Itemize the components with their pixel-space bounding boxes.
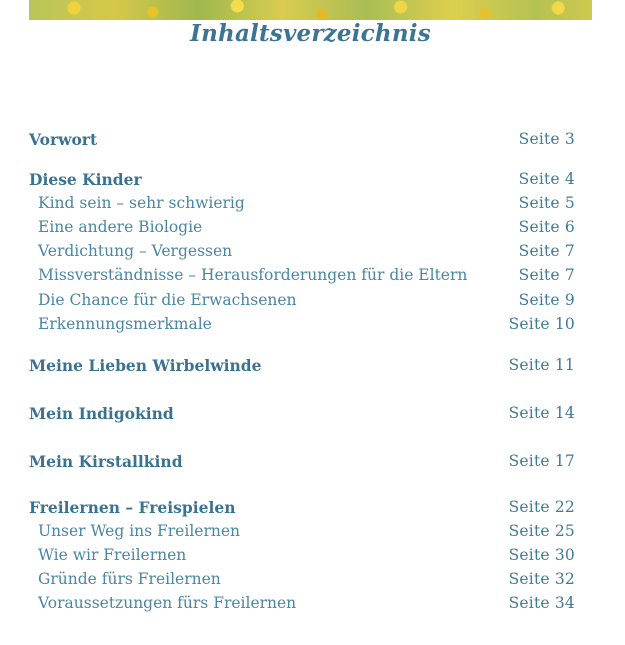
toc-entry-page: Seite 17: [508, 452, 575, 470]
toc-entry-freilernen[interactable]: [29, 496, 575, 518]
toc-entry-page: Seite 11: [508, 356, 575, 374]
toc-entry-label: Mein Kirstallkind: [29, 451, 183, 471]
toc-entry-page: Seite 22: [508, 498, 575, 516]
toc-entry-page: Seite 3: [518, 130, 575, 148]
toc-entry-page: Seite 6: [518, 218, 575, 236]
toc-entry-unser-weg[interactable]: [29, 520, 575, 542]
toc-entry-page: Seite 32: [508, 570, 575, 588]
toc-entry-label: Unser Weg ins Freilernen: [38, 522, 240, 540]
toc-entry-label: Erkennungsmerkmale: [38, 315, 212, 333]
toc-entry-label: Wie wir Freilernen: [38, 546, 187, 564]
toc-entry-gruende[interactable]: [29, 568, 575, 590]
toc-entry-page: Seite 34: [508, 594, 575, 612]
toc-entry-label: Mein Indigokind: [29, 403, 174, 423]
toc-entry-label: Kind sein – sehr schwierig: [38, 194, 245, 212]
toc-entry-kirstallkind[interactable]: [29, 450, 575, 472]
toc-entry-page: Seite 4: [518, 170, 575, 188]
toc-entry-label: Freilernen – Freispielen: [29, 497, 236, 517]
header-banner-image: [29, 0, 592, 20]
toc-entry-label: Die Chance für die Erwachsenen: [38, 291, 297, 309]
toc-entry-page: Seite 10: [508, 315, 575, 333]
toc-entry-erkennungsmerkmale[interactable]: [29, 313, 575, 335]
toc-entry-chance-erwachsene[interactable]: [29, 289, 575, 311]
toc-entry-label: Vorwort: [29, 129, 98, 149]
toc-entry-vorwort[interactable]: [29, 128, 575, 150]
toc-entry-verdichtung[interactable]: [29, 240, 575, 262]
toc-entry-page: Seite 25: [508, 522, 575, 540]
toc-entry-label: Eine andere Biologie: [38, 218, 203, 236]
toc-entry-label: Gründe fürs Freilernen: [38, 570, 221, 588]
toc-entry-page: Seite 9: [518, 291, 575, 309]
toc-entry-label: Missverständnisse – Herausforderungen für die Eltern: [38, 266, 468, 284]
toc-entry-wie-wir[interactable]: [29, 544, 575, 566]
toc-entry-page: Seite 5: [518, 194, 575, 212]
toc-entry-indigokind[interactable]: [29, 402, 575, 424]
toc-entry-missverstaendnisse[interactable]: [29, 264, 575, 286]
toc-entry-andere-biologie[interactable]: [29, 216, 575, 238]
toc-entry-voraussetzungen[interactable]: [29, 592, 575, 614]
page-title: Inhaltsverzeichnis: [190, 20, 431, 47]
toc-entry-label: Diese Kinder: [29, 169, 142, 189]
toc-entry-page: Seite 30: [508, 546, 575, 564]
toc-entry-label: Verdichtung – Vergessen: [38, 242, 233, 260]
toc-entry-kind-sein[interactable]: [29, 192, 575, 214]
toc-entry-diese-kinder[interactable]: [29, 168, 575, 190]
toc-entry-page: Seite 7: [518, 242, 575, 260]
toc-entry-label: Voraussetzungen fürs Freilernen: [38, 594, 297, 612]
toc-entry-label: Meine Lieben Wirbelwinde: [29, 355, 262, 375]
toc-entry-wirbelwinde[interactable]: [29, 354, 575, 376]
toc-entry-page: Seite 14: [508, 404, 575, 422]
toc-entry-page: Seite 7: [518, 266, 575, 284]
